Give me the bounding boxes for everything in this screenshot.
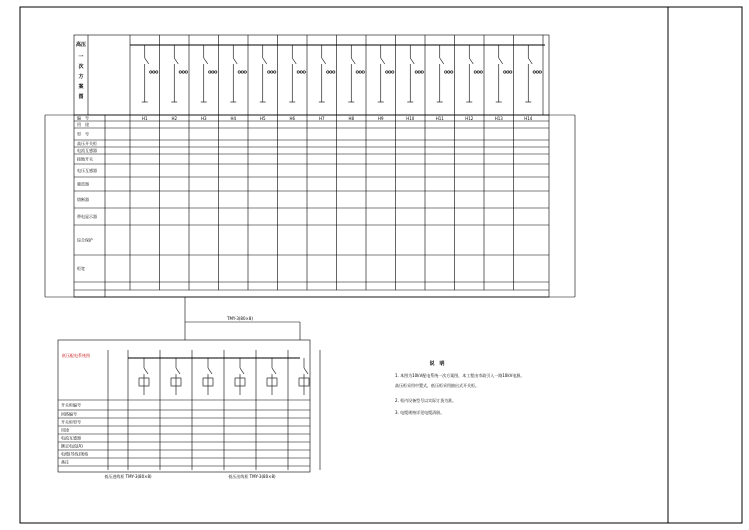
hv-cabinet-7 [337,35,365,115]
hv-code-1: H2 [171,116,178,121]
hv-code-2: H3 [200,116,207,121]
hv-cabinet-3 [219,35,247,115]
lv-row-label-4: 电流互感器 [61,435,81,441]
hv-single-line-diagram [74,35,549,115]
hv-title-char-3: 方 [78,74,84,80]
hv-cabinet-11 [455,35,483,115]
design-notes [395,360,524,415]
hv-title-char-5: 图 [78,94,84,100]
hv-cabinet-5 [278,35,306,115]
hv-cabinet-10 [425,35,453,115]
hv-title-char-0: 高压 [75,42,87,48]
bus-connection [185,297,300,340]
hv-cabinet-9 [396,35,424,115]
hv-code-5: H6 [289,116,296,121]
lv-row-label-2: 开关柜型号 [61,419,81,425]
hv-cabinet-4 [248,35,276,115]
hv-row-label-8: 熔断器 [77,197,89,202]
hv-code-11: H12 [465,116,474,121]
lv-row-label-0: 开关柜编号 [61,402,81,408]
hv-code-8: H9 [377,116,384,121]
hv-equipment-table [74,115,549,298]
hv-code-10: H11 [435,116,444,121]
hv-code-6: H7 [318,116,325,121]
hv-cabinet-13 [514,35,542,115]
notes-title: 说 明 [429,361,445,367]
lv-row-label-7: 备注 [61,459,69,465]
hv-row-label-4: 电流互感器 [77,148,97,153]
note-line-1: 高压柜采用中置式，低压柜采用抽出式开关柜。 [395,383,479,388]
hv-cabinet-1 [160,35,188,115]
hv-code-9: H10 [406,116,415,121]
hv-cabinet-6 [307,35,335,115]
hv-row-label-3: 高压开关柜 [77,141,97,146]
note-line-0: 1. 本图为10kV配电系统一次方案图，本工程由市政引入一路10kV电源。 [395,373,525,378]
hv-row-label-10: 综合保护 [77,237,93,243]
lv-row-label-6: 电缆(导线)规格 [61,451,89,457]
lv-row-label-3: 用途 [61,427,69,433]
hv-code-12: H13 [494,116,503,121]
hv-row-label-2: 型 号 [77,131,89,137]
hv-title-char-1: 一 [78,54,84,60]
lv-bottom-right-label: 低压出线柜 TMY-3(80×8) [228,474,276,479]
hv-row-label-7: 避雷器 [77,181,89,187]
lv-title: 低压配电系统图 [62,353,90,358]
hv-row-label-6: 电压互感器 [77,168,97,173]
lv-single-line-diagram [58,340,320,479]
note-line-3: 3. 电缆规格详见电缆清册。 [395,410,445,415]
hv-title-char-2: 次 [78,64,84,70]
hv-code-7: H8 [348,116,355,121]
hv-row-label-1: 用 途 [77,122,89,127]
hv-cabinet-8 [366,35,394,115]
note-line-2: 2. 柜内设备型号以实际订货为准。 [395,398,457,403]
hv-code-13: H14 [524,116,533,121]
hv-cabinet-2 [189,35,217,115]
hv-code-3: H4 [230,116,237,121]
hv-cabinet-12 [484,35,512,115]
bus-label: TMY-3(80×8) [227,316,253,321]
hv-row-label-5: 接地开关 [77,156,93,162]
lv-bottom-left-label: 低压进线柜 TMY-3(80×8) [104,474,152,479]
hv-code-4: H5 [259,116,266,121]
hv-cabinet-0 [130,35,158,115]
hv-code-0: H1 [141,116,148,121]
hv-row-label-0: 编 号 [77,115,89,121]
hv-title-char-4: 案 [78,84,84,90]
hv-row-label-9: 带电显示器 [77,214,97,219]
lv-row-label-5: 额定电流(A) [61,443,83,449]
hv-schematic-box [74,35,549,115]
lv-row-label-1: 回路编号 [61,411,77,417]
hv-row-label-11: 柜宽 [77,266,85,271]
